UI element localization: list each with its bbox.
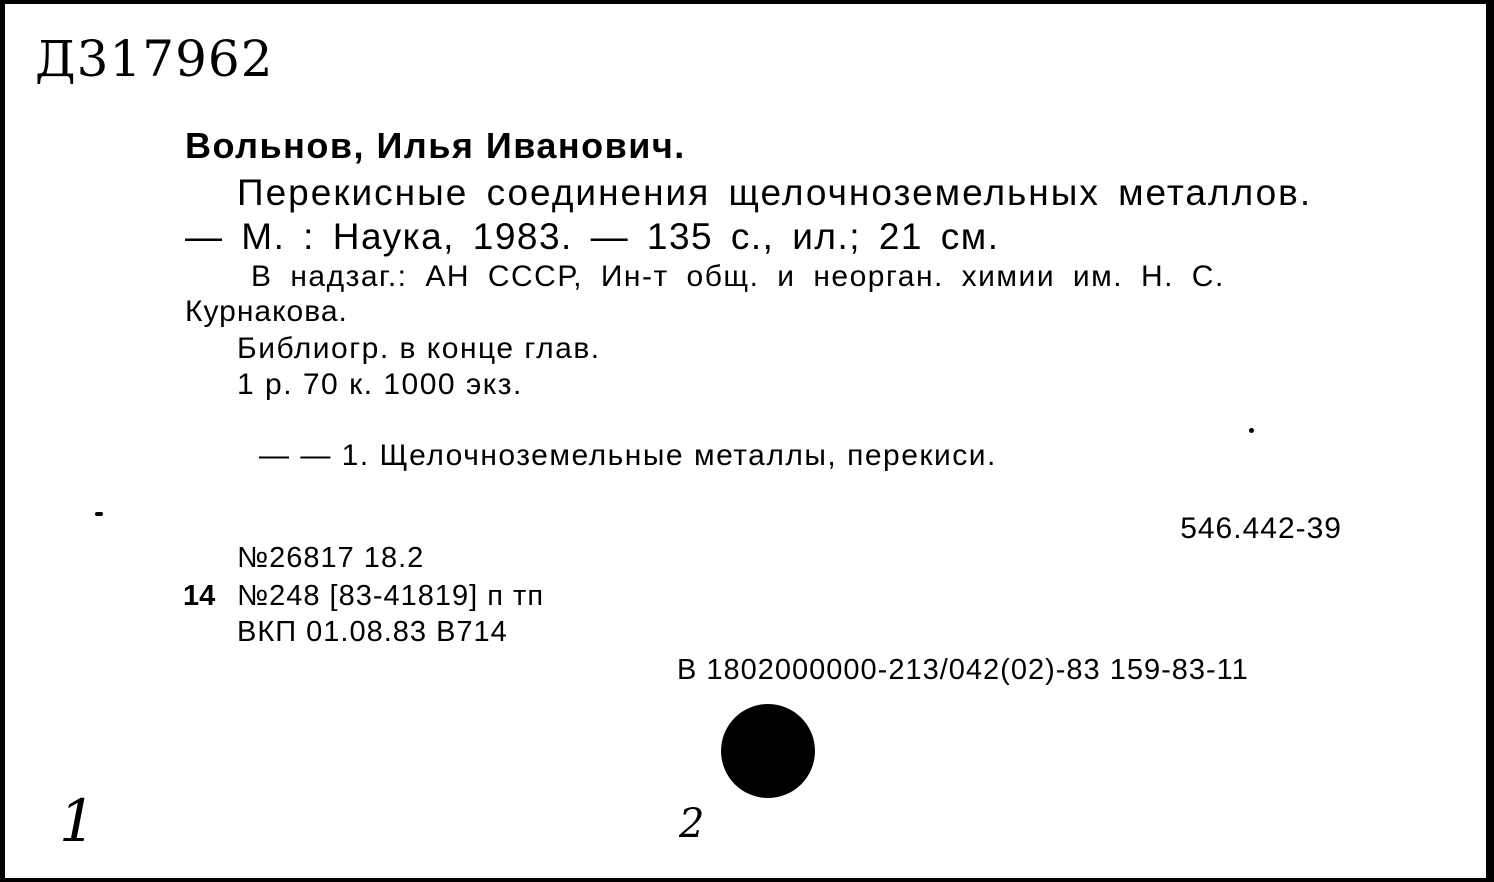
bibliography-note: Библиогр. в конце глав. — [237, 332, 601, 365]
call-number: Д317962 — [35, 30, 274, 88]
imprint-line: — М. : Наука, 1983. — 135 с., ил.; 21 см. — [185, 216, 1000, 257]
note-line-1: В надзаг.: АН СССР, Ин-т общ. и неорган. химии им. Н. С. — [251, 260, 1225, 293]
punch-hole — [721, 704, 815, 798]
udc-code: 546.442-39 — [1180, 512, 1342, 545]
author-heading: Вольнов, Илья Иванович. — [185, 125, 686, 166]
note-line-2: Курнакова. — [185, 295, 348, 328]
handwritten-mark-2: 2 — [679, 801, 705, 847]
classification-code: В 1802000000-213/042(02)-83 159-83-11 — [677, 654, 1249, 686]
vkp-line: ВКП 01.08.83 В714 — [237, 616, 508, 648]
book-title: Перекисные соединения щелочноземельных металлов. — [237, 172, 1313, 213]
ink-speck — [1249, 428, 1254, 433]
price-print-run: 1 р. 70 к. 1000 экз. — [237, 368, 523, 401]
ink-speck — [95, 512, 103, 516]
row-label: 14 — [183, 580, 216, 612]
handwritten-mark-1: 1 — [59, 787, 96, 855]
subject-heading: — — 1. Щелочноземельные металлы, перекиси. — [259, 439, 997, 472]
registration-number: №26817 18.2 — [237, 542, 425, 574]
order-number: №248 [83-41819] п тп — [237, 580, 545, 612]
